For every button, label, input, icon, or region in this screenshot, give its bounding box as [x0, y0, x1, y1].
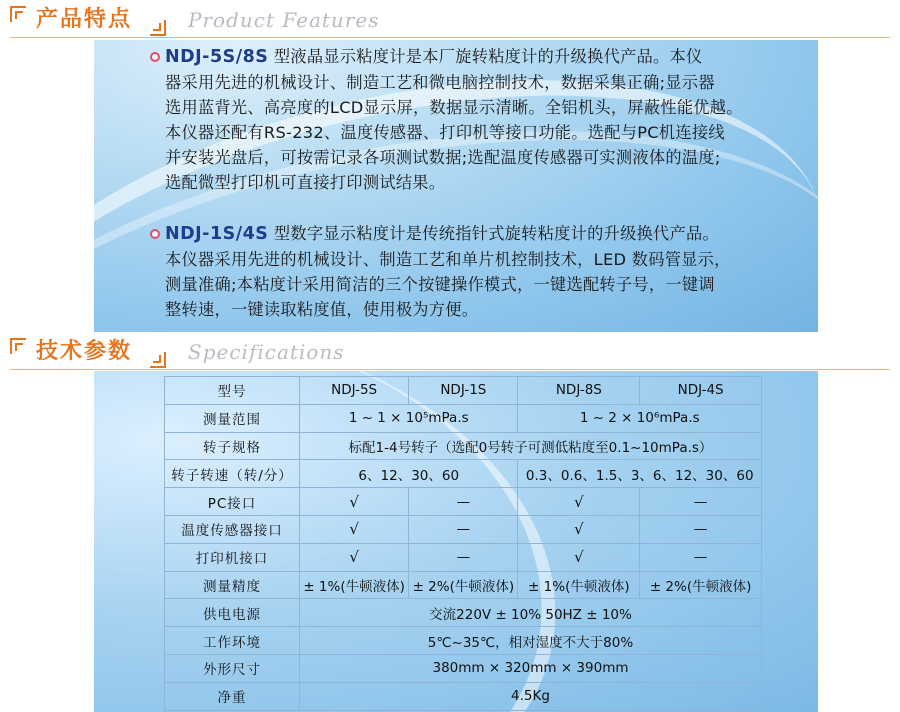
specs-title-cn-text: 技术参数 — [36, 339, 133, 364]
table-cell: 380mm × 320mm × 390mm — [300, 654, 762, 682]
table-cell: 标配1-4号转子（选配0号转子可测低粘度至0.1~10mPa.s） — [300, 432, 762, 460]
dash-icon: — — [640, 515, 762, 543]
table-row — [165, 488, 762, 516]
table-row — [165, 543, 762, 571]
corner-ornament-icon — [10, 6, 26, 22]
table-row — [165, 460, 762, 488]
check-icon: √ — [518, 515, 640, 543]
row-label: 净重 — [165, 682, 300, 710]
model-header: NDJ-1S — [409, 377, 518, 405]
table-row — [165, 432, 762, 460]
paragraph-line: 选用蓝背光、高亮度的LCD显示屏，数据显示清晰。全铝机头，屏蔽性能优越。 — [165, 98, 743, 117]
row-label: 测量范围 — [165, 404, 300, 432]
table-cell: 0.3、0.6、1.5、3、6、12、30、60 — [518, 460, 762, 488]
model-name: NDJ-5S/8S — [165, 47, 269, 67]
row-label: 测量精度 — [165, 571, 300, 599]
paragraph-line: 本仪器采用先进的机械设计、制造工艺和单片机控制技术，LED 数码管显示， — [165, 250, 731, 269]
row-label: 打印机接口 — [165, 543, 300, 571]
features-title-cn — [10, 4, 168, 36]
table-row — [165, 571, 762, 599]
row-label: 型号 — [165, 377, 300, 405]
check-icon: √ — [300, 515, 409, 543]
specs-title-en: Specifications — [188, 340, 345, 364]
table-row — [165, 682, 762, 710]
row-label: 外形尺寸 — [165, 654, 300, 682]
check-icon: √ — [300, 543, 409, 571]
dash-icon: — — [409, 488, 518, 516]
bullet-icon — [150, 229, 160, 239]
row-label: 工作环境 — [165, 627, 300, 655]
header-divider — [10, 369, 890, 370]
table-cell: 4.5Kg — [300, 682, 762, 710]
table-cell: 5℃~35℃，相对湿度不大于80% — [300, 627, 762, 655]
feature-paragraph-1 — [165, 44, 805, 195]
features-section-header — [0, 2, 900, 38]
model-name: NDJ-1S/4S — [165, 224, 269, 244]
paragraph-line: 并安装光盘后，可按需记录各项测试数据;选配温度传感器可实测液体的温度; — [165, 148, 721, 167]
specs-title-cn — [10, 336, 168, 368]
paragraph-line — [165, 44, 805, 70]
row-label: 转子转速（转/分） — [165, 460, 300, 488]
dash-icon: — — [640, 488, 762, 516]
paragraph-line: 器采用先进的机械设计、制造工艺和微电脑控制技术，数据采集正确;显示器 — [165, 73, 715, 92]
header-divider — [10, 37, 890, 38]
specs-section-header — [0, 334, 900, 370]
paragraph-line: 整转速，一键读取粘度值，使用极为方便。 — [165, 300, 479, 319]
row-label: 转子规格 — [165, 432, 300, 460]
bullet-icon — [150, 52, 160, 62]
table-row — [165, 377, 762, 405]
table-cell: 6、12、30、60 — [300, 460, 518, 488]
model-header: NDJ-8S — [518, 377, 640, 405]
check-icon: √ — [518, 488, 640, 516]
table-cell: ± 1%(牛顿液体) — [300, 571, 409, 599]
corner-ornament-icon — [10, 338, 26, 354]
table-row — [165, 599, 762, 627]
table-cell: ± 2%(牛顿液体) — [409, 571, 518, 599]
row-label: 供电电源 — [165, 599, 300, 627]
line-text: 型液晶显示粘度计是本厂旋转粘度计的升级换代产品。本仪 — [268, 47, 703, 66]
paragraph-line: 测量准确;本粘度计采用简洁的三个按键操作模式，一键选配转子号，一键调 — [165, 275, 715, 294]
dash-icon: — — [640, 543, 762, 571]
row-label: PC接口 — [165, 488, 300, 516]
spec-table — [164, 376, 762, 711]
table-row — [165, 654, 762, 682]
table-cell: ± 1%(牛顿液体) — [518, 571, 640, 599]
features-title-en: Product Features — [188, 8, 380, 32]
feature-paragraph-2 — [165, 221, 805, 322]
table-cell: 1 ~ 2 × 10⁶mPa.s — [518, 404, 762, 432]
dash-icon: — — [409, 515, 518, 543]
check-icon: √ — [518, 543, 640, 571]
table-row — [165, 404, 762, 432]
table-row — [165, 515, 762, 543]
dash-icon: — — [409, 543, 518, 571]
model-header: NDJ-5S — [300, 377, 409, 405]
paragraph-line: 本仪器还配有RS-232、温度传感器、打印机等接口功能。选配与PC机连接线 — [165, 123, 725, 142]
paragraph-line — [165, 221, 805, 247]
table-cell: 1 ~ 1 × 10⁵mPa.s — [300, 404, 518, 432]
line-text: 型数字显示粘度计是传统指针式旋转粘度计的升级换代产品。 — [268, 224, 720, 243]
features-title-cn-text: 产品特点 — [36, 7, 133, 32]
check-icon: √ — [300, 488, 409, 516]
row-label: 温度传感器接口 — [165, 515, 300, 543]
paragraph-line: 选配微型打印机可直接打印测试结果。 — [165, 173, 446, 192]
table-cell: 交流220V ± 10% 50HZ ± 10% — [300, 599, 762, 627]
corner-ornament-icon — [150, 352, 166, 368]
table-cell: ± 2%(牛顿液体) — [640, 571, 762, 599]
table-row — [165, 627, 762, 655]
corner-ornament-icon — [150, 20, 166, 36]
model-header: NDJ-4S — [640, 377, 762, 405]
